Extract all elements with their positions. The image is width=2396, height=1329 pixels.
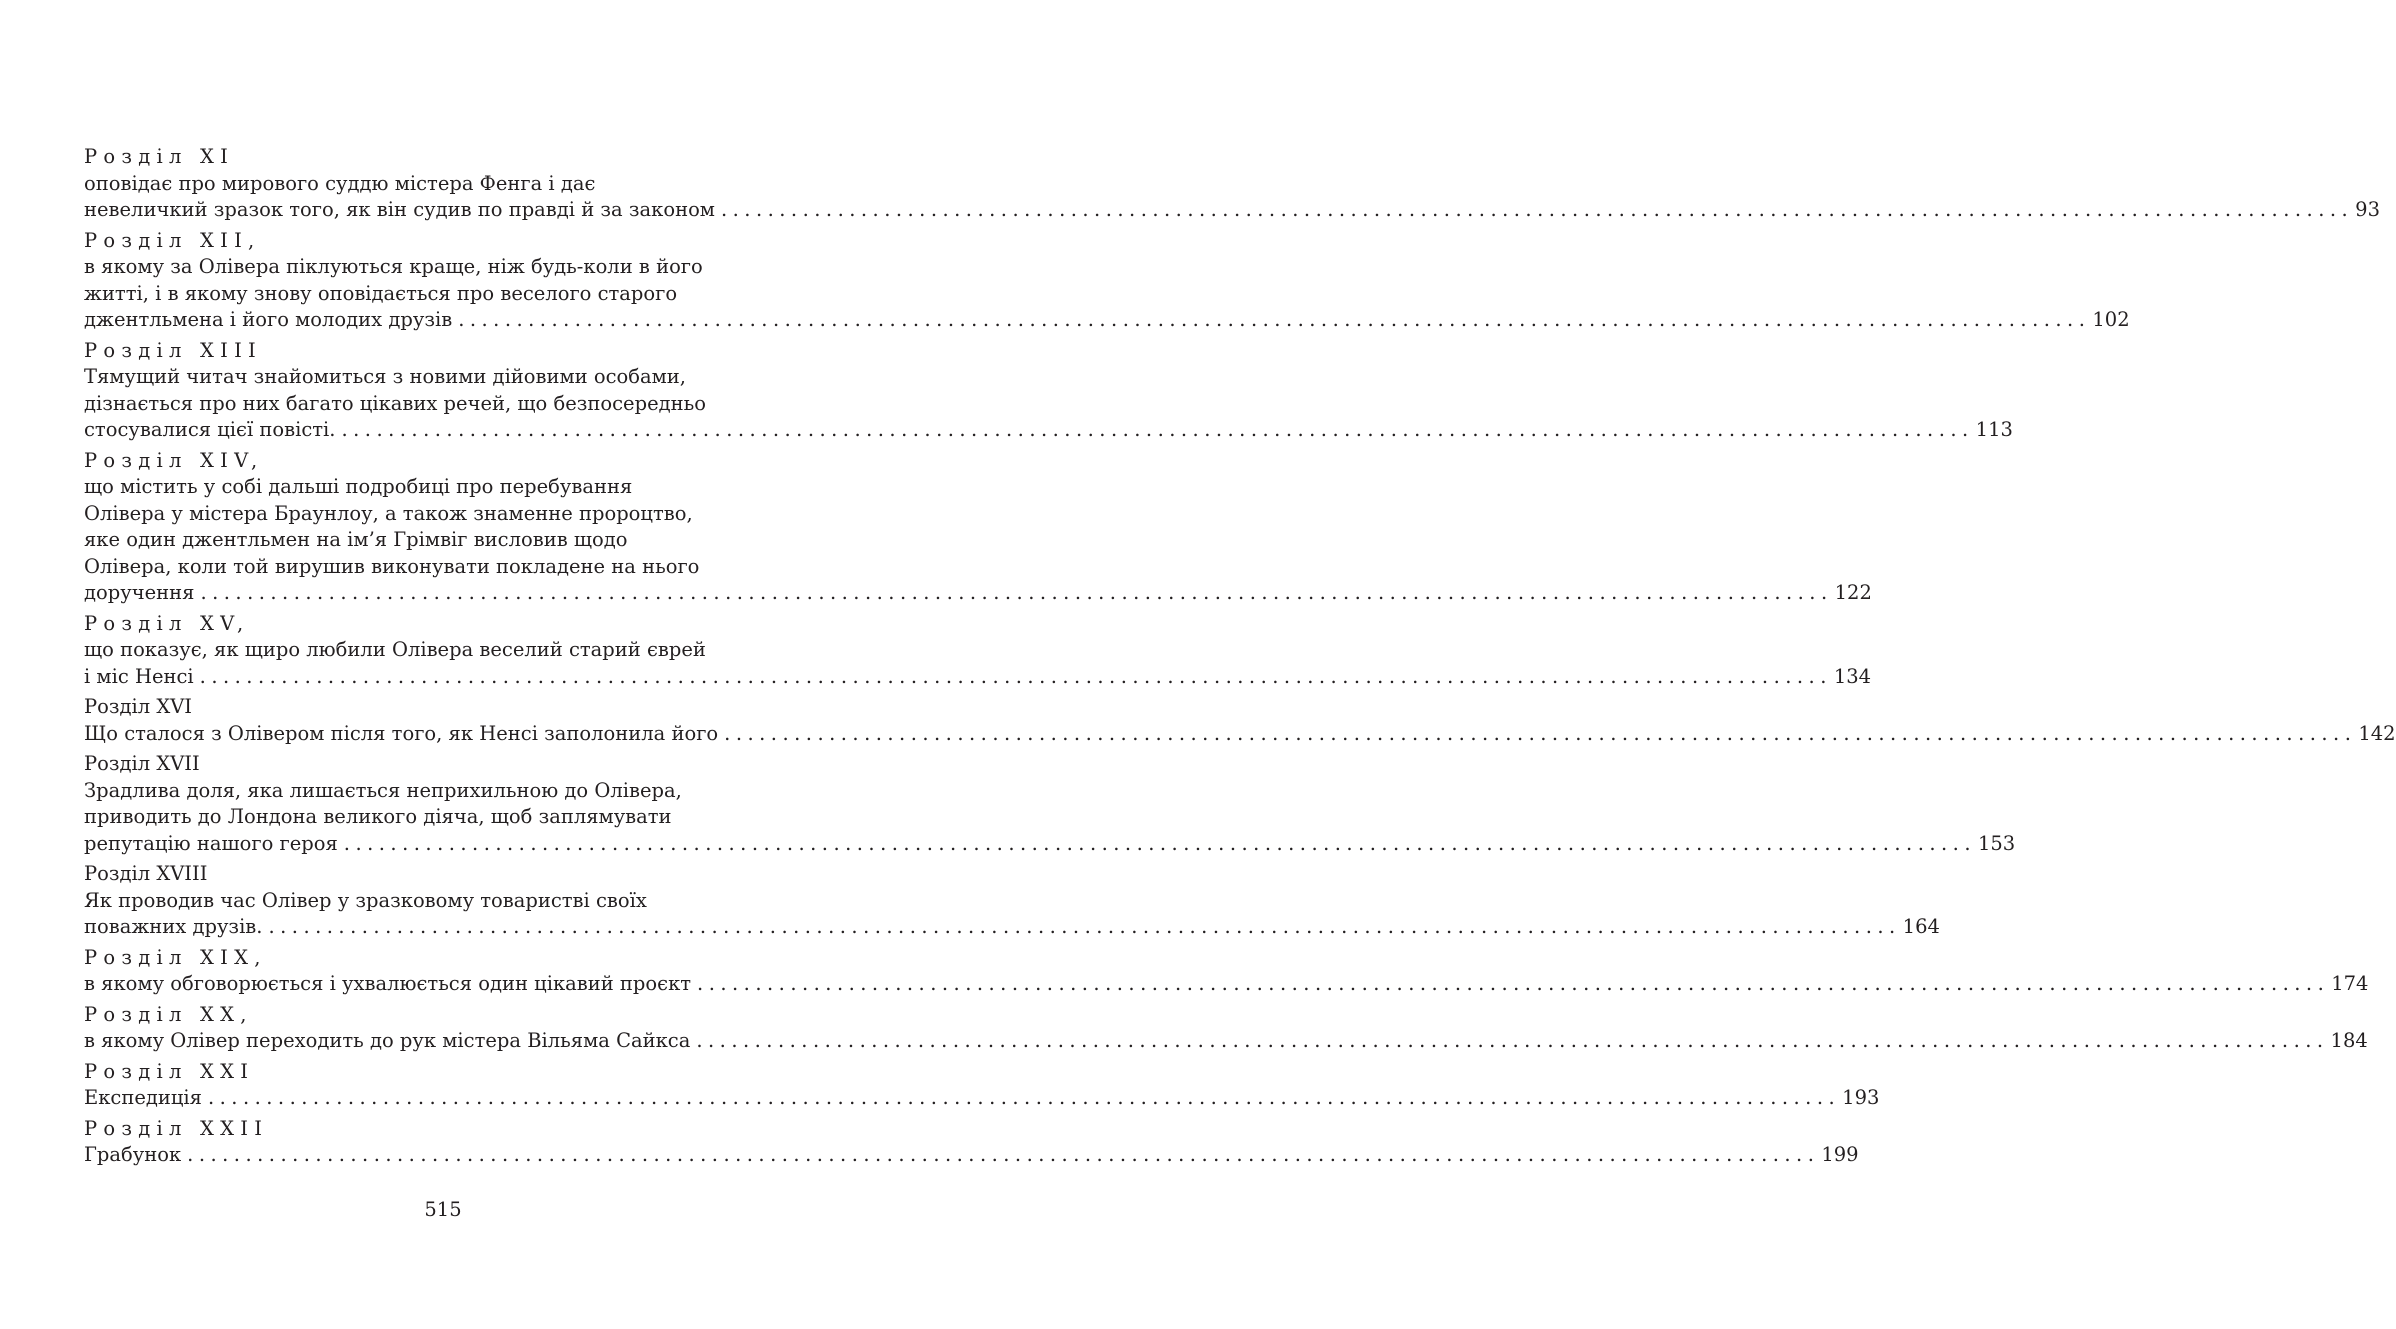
toc-line-with-page (84, 971, 2369, 998)
chapter-description-line: Тямущий читач знайомиться з новими дійовими особами, (84, 365, 687, 388)
chapter-description-line: яке один джентльмен на ім’я Грімвіг висловив щодо (84, 528, 628, 551)
toc-line-with-page (84, 197, 2380, 224)
dot-leader: ............................................................................................................................................ (720, 198, 2354, 221)
dot-leader: ............................................................................................................................................ (724, 721, 2357, 745)
page-reference: 174 (2331, 972, 2369, 995)
dot-leader: ............................................................................................................................................ (199, 664, 1832, 688)
dot-leader: ............................................................................................................................................ (458, 308, 2091, 331)
page-reference: 199 (1821, 1143, 1859, 1166)
chapter-heading: Розділ XVII (84, 752, 200, 775)
chapter-description-line: приводить до Лондона великого діяча, щоб заплямувати (84, 805, 672, 828)
page-number: 515 (424, 1198, 462, 1221)
chapter-heading: Розділ XVI (84, 695, 192, 718)
chapter-heading: Розділ XIV, (84, 448, 264, 472)
chapter-description-line: джентльмена і його молодих друзів (84, 308, 453, 331)
chapter-heading: Розділ XI (84, 145, 235, 168)
toc-entry (84, 1059, 1880, 1112)
chapter-description-line: що містить у собі дальші подробиці про перебування (84, 475, 633, 498)
chapter-heading: Розділ XX, (84, 1002, 253, 1026)
toc-entry (84, 751, 2016, 857)
toc-entry (84, 945, 2369, 998)
chapter-description-line: житті, і в якому знову оповідається про веселого старого (84, 281, 678, 305)
toc-entry (84, 1116, 1859, 1169)
chapter-description-line: в якому за Олівера піклуються краще, ніж будь-коли в його (84, 255, 703, 278)
chapter-description-line: невеличкий зразок того, як він судив по правді й за законом (84, 198, 715, 221)
page-reference: 142 (2358, 721, 2396, 745)
chapter-description-line: що показує, як щиро любили Олівера веселий старий єврей (84, 638, 706, 661)
chapter-description-line: Зрадлива доля, яка лишається неприхильною до Олівера, (84, 778, 682, 802)
toc-entry (84, 448, 1872, 607)
chapter-description-line: Грабунок (84, 1143, 182, 1166)
toc-entry (84, 228, 2130, 334)
page-reference: 164 (1902, 915, 1940, 938)
chapter-heading: Розділ XXII (84, 1116, 269, 1140)
dot-leader: ............................................................................................................................................ (187, 1143, 1820, 1166)
chapter-heading: Розділ XV, (84, 611, 250, 635)
dot-leader: ............................................................................................................................................ (207, 1086, 1841, 1109)
dot-leader: ............................................................................................................................................ (697, 972, 2330, 995)
page-reference: 122 (1834, 581, 1872, 604)
toc-entry (84, 694, 2396, 747)
chapter-description-line: репутацію нашого героя (84, 831, 338, 855)
dot-leader: ............................................................................................................................................ (696, 1029, 2329, 1052)
toc-entry (84, 1002, 2368, 1055)
chapter-description-line: Що сталося з Олівером після того, як Ненсі заполонила його (84, 721, 719, 745)
toc-entry (84, 611, 1872, 691)
toc-line-with-page (84, 1085, 1880, 1112)
dot-leader: ............................................................................................................................................ (200, 581, 1833, 604)
chapter-heading: Розділ XIII (84, 338, 262, 362)
chapter-description-line: дізнається про них багато цікавих речей, що безпосередньо (84, 391, 706, 415)
chapter-heading: Розділ XIX, (84, 945, 267, 969)
page-reference: 184 (2330, 1029, 2368, 1052)
toc-line-with-page (84, 1142, 1859, 1169)
chapter-description-line: Олівера, коли той вирушив виконувати покладене на нього (84, 554, 700, 578)
page-reference: 153 (1977, 831, 2016, 855)
chapter-description-line: в якому обговорюється і ухвалюється один цікавий проєкт (84, 972, 692, 995)
page-reference: 134 (1833, 664, 1872, 688)
toc-line-with-page (84, 721, 2396, 748)
page-reference: 193 (1842, 1086, 1880, 1109)
chapter-heading: Розділ XII, (84, 228, 261, 252)
chapter-description-line: поважних друзів. (84, 915, 263, 938)
table-of-contents (84, 144, 2396, 1173)
chapter-description-line: доручення (84, 581, 195, 604)
toc-line-with-page (84, 914, 1940, 941)
chapter-description-line: Як проводив час Олівер у зразковому товаристві своїх (84, 888, 647, 912)
chapter-description-line: стосувалися цієї повісті. (84, 418, 336, 441)
dot-leader: ............................................................................................................................................ (343, 831, 1976, 855)
toc-entry (84, 338, 2013, 444)
toc-entry (84, 861, 1940, 941)
chapter-description-line: оповідає про мирового суддю містера Фенга і дає (84, 171, 596, 195)
chapter-description-line: Експедиція (84, 1086, 202, 1109)
chapter-description-line: в якому Олівер переходить до рук містера Вільяма Сайкса (84, 1029, 691, 1052)
chapter-description-line: і міс Ненсі (84, 664, 194, 688)
chapter-description-line: Олівера у містера Браунлоу, а також знаменне пророцтво, (84, 501, 693, 525)
toc-line-with-page (84, 1028, 2368, 1055)
page-reference: 113 (1975, 418, 2013, 441)
chapter-heading: Розділ XVIII (84, 862, 208, 885)
page-reference: 102 (2092, 308, 2130, 331)
chapter-heading: Розділ XXI (84, 1059, 255, 1083)
page-reference: 93 (2355, 198, 2380, 221)
toc-line-with-page (84, 664, 1872, 691)
toc-line-with-page (84, 831, 2016, 858)
toc-entry (84, 144, 2380, 224)
dot-leader: ............................................................................................................................................ (268, 915, 1901, 938)
dot-leader: ............................................................................................................................................ (341, 418, 1974, 441)
toc-line-with-page (84, 580, 1872, 607)
toc-line-with-page (84, 307, 2130, 334)
toc-line-with-page (84, 417, 2013, 444)
